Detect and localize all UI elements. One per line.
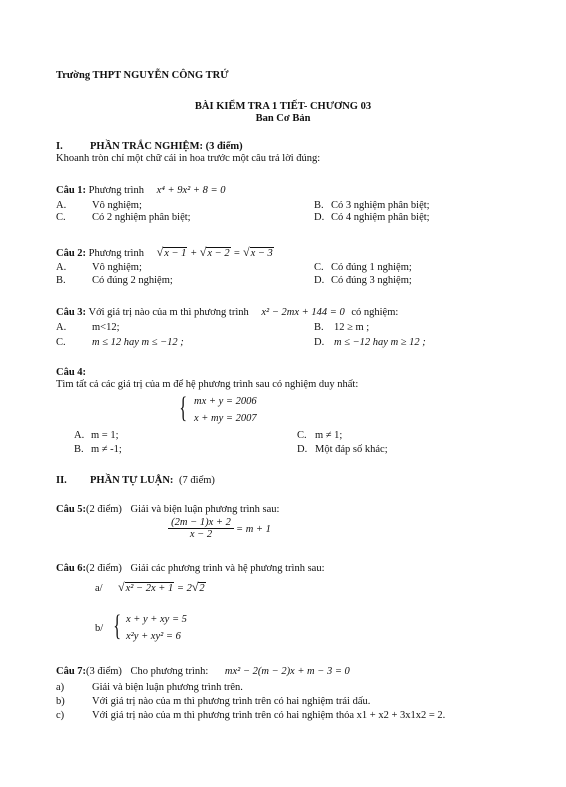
q4-system-eq1: mx + y = 2006 [194,396,257,407]
q1-option-d: Có 4 nghiệm phân biệt; [331,212,430,223]
q2-radicand-1: x − 1 [164,248,187,259]
q6-part-a-label: a/ [95,583,103,594]
q7-part-a-label: a) [56,682,65,693]
q4-option-d-letter: D. [297,444,308,455]
q6-part-a-equation: √x² − 2x + 1 = 2√2 [118,580,205,594]
q6-system-eq1: x + y + xy = 5 [126,614,187,625]
q3-option-d-letter: D. [314,337,325,348]
q3-option-b-letter: B. [314,322,324,333]
q1-label: Câu 1: [56,185,87,196]
q1-option-c-letter: C. [56,212,66,223]
q2-option-d-letter: D. [314,275,325,286]
q1-option-d-letter: D. [314,212,325,223]
q2-option-b: Có đúng 2 nghiệm; [92,275,173,286]
q2-option-a: Vô nghiệm; [92,262,142,273]
q3-tail: có nghiệm: [351,307,399,318]
q3-option-b: 12 ≥ m ; [334,322,370,333]
q4-option-d: Một đáp số khác; [315,444,388,455]
exam-subtitle: Ban Cơ Bản [255,113,311,124]
q3-option-a: m<12; [92,322,120,333]
q2-text: Phương trình [88,248,144,259]
q2-radicand-3: x − 3 [250,248,273,259]
q2-option-a-letter: A. [56,262,67,273]
q1-equation: x⁴ + 9x² + 8 = 0 [156,185,226,196]
q3-option-c: m ≤ 12 hay m ≤ −12 ; [92,337,184,348]
q7-line [56,666,350,678]
q4-system-eq2: x + my = 2007 [194,413,257,424]
q6-a-radicand: x² − 2x + 1 [125,583,174,594]
q3-label: Câu 3: [56,307,87,318]
q3-line [56,307,398,319]
q7-equation: mx² − 2(m − 2)x + m − 3 = 0 [224,666,350,677]
part1-heading: PHẦN TRẮC NGHIỆM: (3 điểm) [90,141,243,152]
q3-equation: x² − 2mx + 144 = 0 [261,307,345,318]
part2-heading: PHẦN TỰ LUẬN: [90,475,174,486]
part2-number: II. [56,475,67,486]
q3-option-d: m ≤ −12 hay m ≥ 12 ; [334,337,426,348]
q4-text: Tìm tất cả các giá trị của m để hệ phương trình sau có nghiệm duy nhất: [56,379,359,390]
q3-text: Với giá trị nào của m thì phương trình [88,307,249,318]
q7-part-c-label: c) [56,710,65,721]
q5-label: Câu 5: [56,504,87,515]
q3-option-a-letter: A. [56,322,67,333]
q1-line [56,185,225,197]
q6-system-brace: { [113,609,122,642]
q6-text: Giải các phương trình và hệ phương trình sau: [130,563,325,574]
q2-label: Câu 2: [56,248,87,259]
q4-option-b-letter: B. [74,444,84,455]
q4-label: Câu 4: [56,367,87,378]
q5-fraction [168,517,234,540]
q5-points: (2 điểm) [86,504,122,515]
school-name: Trường THPT NGUYỄN CÔNG TRỨ [56,70,229,81]
part1-number: I. [56,141,63,152]
q5-denominator: x − 2 [168,528,234,540]
q6-line [56,563,325,575]
q2-option-d: Có đúng 3 nghiệm; [331,275,412,286]
q2-option-c: Có đúng 1 nghiệm; [331,262,412,273]
q4-system-brace: { [179,391,188,424]
q2-option-b-letter: B. [56,275,66,286]
q4-option-c: m ≠ 1; [315,430,343,441]
part2-heading-line [90,475,215,487]
q1-option-c: Có 2 nghiệm phân biệt; [92,212,191,223]
q1-option-a-letter: A. [56,200,67,211]
q2-line [56,246,274,260]
q7-label: Câu 7: [56,666,87,677]
q6-label: Câu 6: [56,563,87,574]
q5-rhs: = m + 1 [236,524,271,535]
q1-option-b: Có 3 nghiệm phân biệt; [331,200,430,211]
q7-part-b: Với giá trị nào của m thì phương trình trên có hai nghiệm trái dấu. [92,696,371,707]
q1-option-a: Vô nghiệm; [92,200,142,211]
q7-part-c: Với giá trị nào của m thì phương trình trên có hai nghiệm thỏa x1 + x2 + 3x1x2 = 2. [92,710,446,721]
q7-points: (3 điểm) [86,666,122,677]
q6-part-b-label: b/ [95,623,104,634]
q2-equation: √x − 1 + √x − 2 = √x − 3 [156,245,273,259]
q2-radicand-2: x − 2 [207,248,230,259]
q4-option-a: m = 1; [91,430,119,441]
part2-points: (7 điểm) [179,475,215,486]
q2-option-c-letter: C. [314,262,324,273]
q5-text: Giải và biện luận phương trình sau: [130,504,280,515]
q6-points: (2 điểm) [86,563,122,574]
q7-text: Cho phương trình: [130,666,209,677]
q7-part-b-label: b) [56,696,65,707]
q4-option-a-letter: A. [74,430,85,441]
q1-option-b-letter: B. [314,200,324,211]
part1-instruction: Khoanh tròn chỉ một chữ cái in hoa trước một câu trả lời đúng: [56,153,321,164]
q6-system-eq2: x²y + xy² = 6 [126,631,181,642]
q6-a-rhs: = 2 [176,583,192,594]
q1-text: Phương trình [88,185,144,196]
q3-option-c-letter: C. [56,337,66,348]
q4-option-c-letter: C. [297,430,307,441]
q5-line [56,504,279,516]
q6-a-rhs-radicand: 2 [199,583,205,594]
q5-numerator: (2m − 1)x + 2 [171,517,231,528]
q4-option-b: m ≠ -1; [91,444,122,455]
q7-part-a: Giải và biện luận phương trình trên. [92,682,243,693]
exam-title: BÀI KIỂM TRA 1 TIẾT- CHƯƠNG 03 [194,101,372,112]
